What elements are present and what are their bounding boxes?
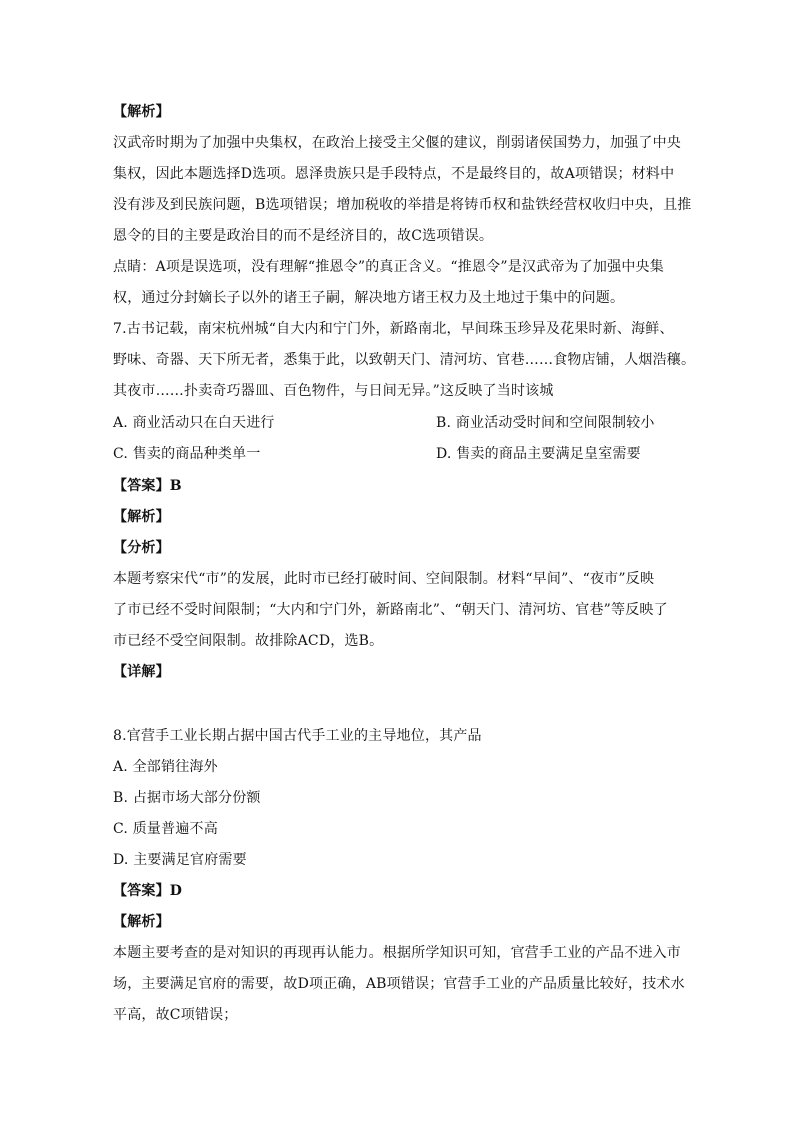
question-8-stem: 8.官营手工业长期占据中国古代手工业的主导地位，其产品 — [113, 728, 482, 744]
question-8-option-a: A. 全部销往海外 — [113, 759, 218, 775]
question-8-analysis-line: 本题主要考查的是对知识的再现再认能力。根据所学知识可知，官营手工业的产品不进入市 — [113, 945, 681, 961]
analysis-text-line: 恩令的目的主要是政治目的而不是经济目的，故C选项错误。 — [113, 228, 494, 244]
analysis-heading: 【解析】 — [113, 104, 170, 120]
question-8-analysis-line: 场，主要满足官府的需要，故D项正确，AB项错误；官营手工业的产品质量比较好，技术水 — [113, 976, 685, 992]
question-7-fenxi-line: 本题考察宋代“市”的发展，此时市已经打破时间、空间限制。材料“早间”、“夜市”反映 — [113, 571, 655, 587]
question-7-option-a: A. 商业活动只在白天进行 — [113, 415, 275, 431]
analysis-text-line: 集权，因此本题选择D选项。恩泽贵族只是手段特点，不是最终目的，故A项错误；材料中 — [113, 166, 675, 182]
question-7-fenxi-heading: 【分析】 — [113, 540, 170, 556]
question-7-fenxi-line: 市已经不受空间限制。故排除ACD，选B。 — [113, 633, 384, 649]
question-7-answer: 【答案】B — [113, 478, 182, 494]
question-7-fenxi-line: 了市已经不受时间限制；“大内和宁门外，新路南北”、“朝天门、清河坊、官巷”等反映了 — [113, 602, 668, 618]
question-7-stem-line: 其夜市……扑卖奇巧器皿、百色物件，与日间无异。”这反映了当时该城 — [113, 383, 554, 399]
question-8-option-c: C. 质量普遍不高 — [113, 821, 218, 837]
note-text-line: 点睛：A项是误选项，没有理解“推恩令”的真正含义。“推恩令”是汉武帝为了加强中央集 — [113, 259, 664, 275]
question-8-option-d: D. 主要满足官府需要 — [113, 852, 247, 868]
question-7-option-d: D. 售卖的商品主要满足皇室需要 — [436, 446, 641, 462]
note-text-line: 权，通过分封嫡长子以外的诸王子嗣，解决地方诸王权力及土地过于集中的问题。 — [113, 290, 625, 306]
question-7-analysis-heading: 【解析】 — [113, 509, 170, 525]
analysis-text-line: 没有涉及到民族问题，B选项错误；增加税收的举措是将铸币权和盐铁经营权收归中央，且推 — [113, 197, 692, 213]
question-7-stem-line: 野味、奇器、天下所无者，悉集于此，以致朝天门、清河坊、官巷……食物店铺，人烟浩穰。 — [113, 352, 696, 368]
question-8-answer: 【答案】D — [113, 883, 183, 899]
question-7-detail-heading: 【详解】 — [113, 664, 170, 680]
analysis-text-line: 汉武帝时期为了加强中央集权，在政治上接受主父偃的建议，削弱诸侯国势力，加强了中央 — [113, 135, 681, 151]
question-8-option-b: B. 占据市场大部分份额 — [113, 790, 261, 806]
question-8-analysis-line: 平高，故C项错误； — [113, 1007, 238, 1023]
question-7-stem-line: 7.古书记载，南宋杭州城“自大内和宁门外，新路南北，早间珠玉珍异及花果时新、海鲜、 — [113, 321, 674, 337]
question-7-option-b: B. 商业活动受时间和空间限制较小 — [436, 415, 655, 431]
question-8-analysis-heading: 【解析】 — [113, 914, 170, 930]
question-7-option-c: C. 售卖的商品种类单一 — [113, 446, 261, 462]
